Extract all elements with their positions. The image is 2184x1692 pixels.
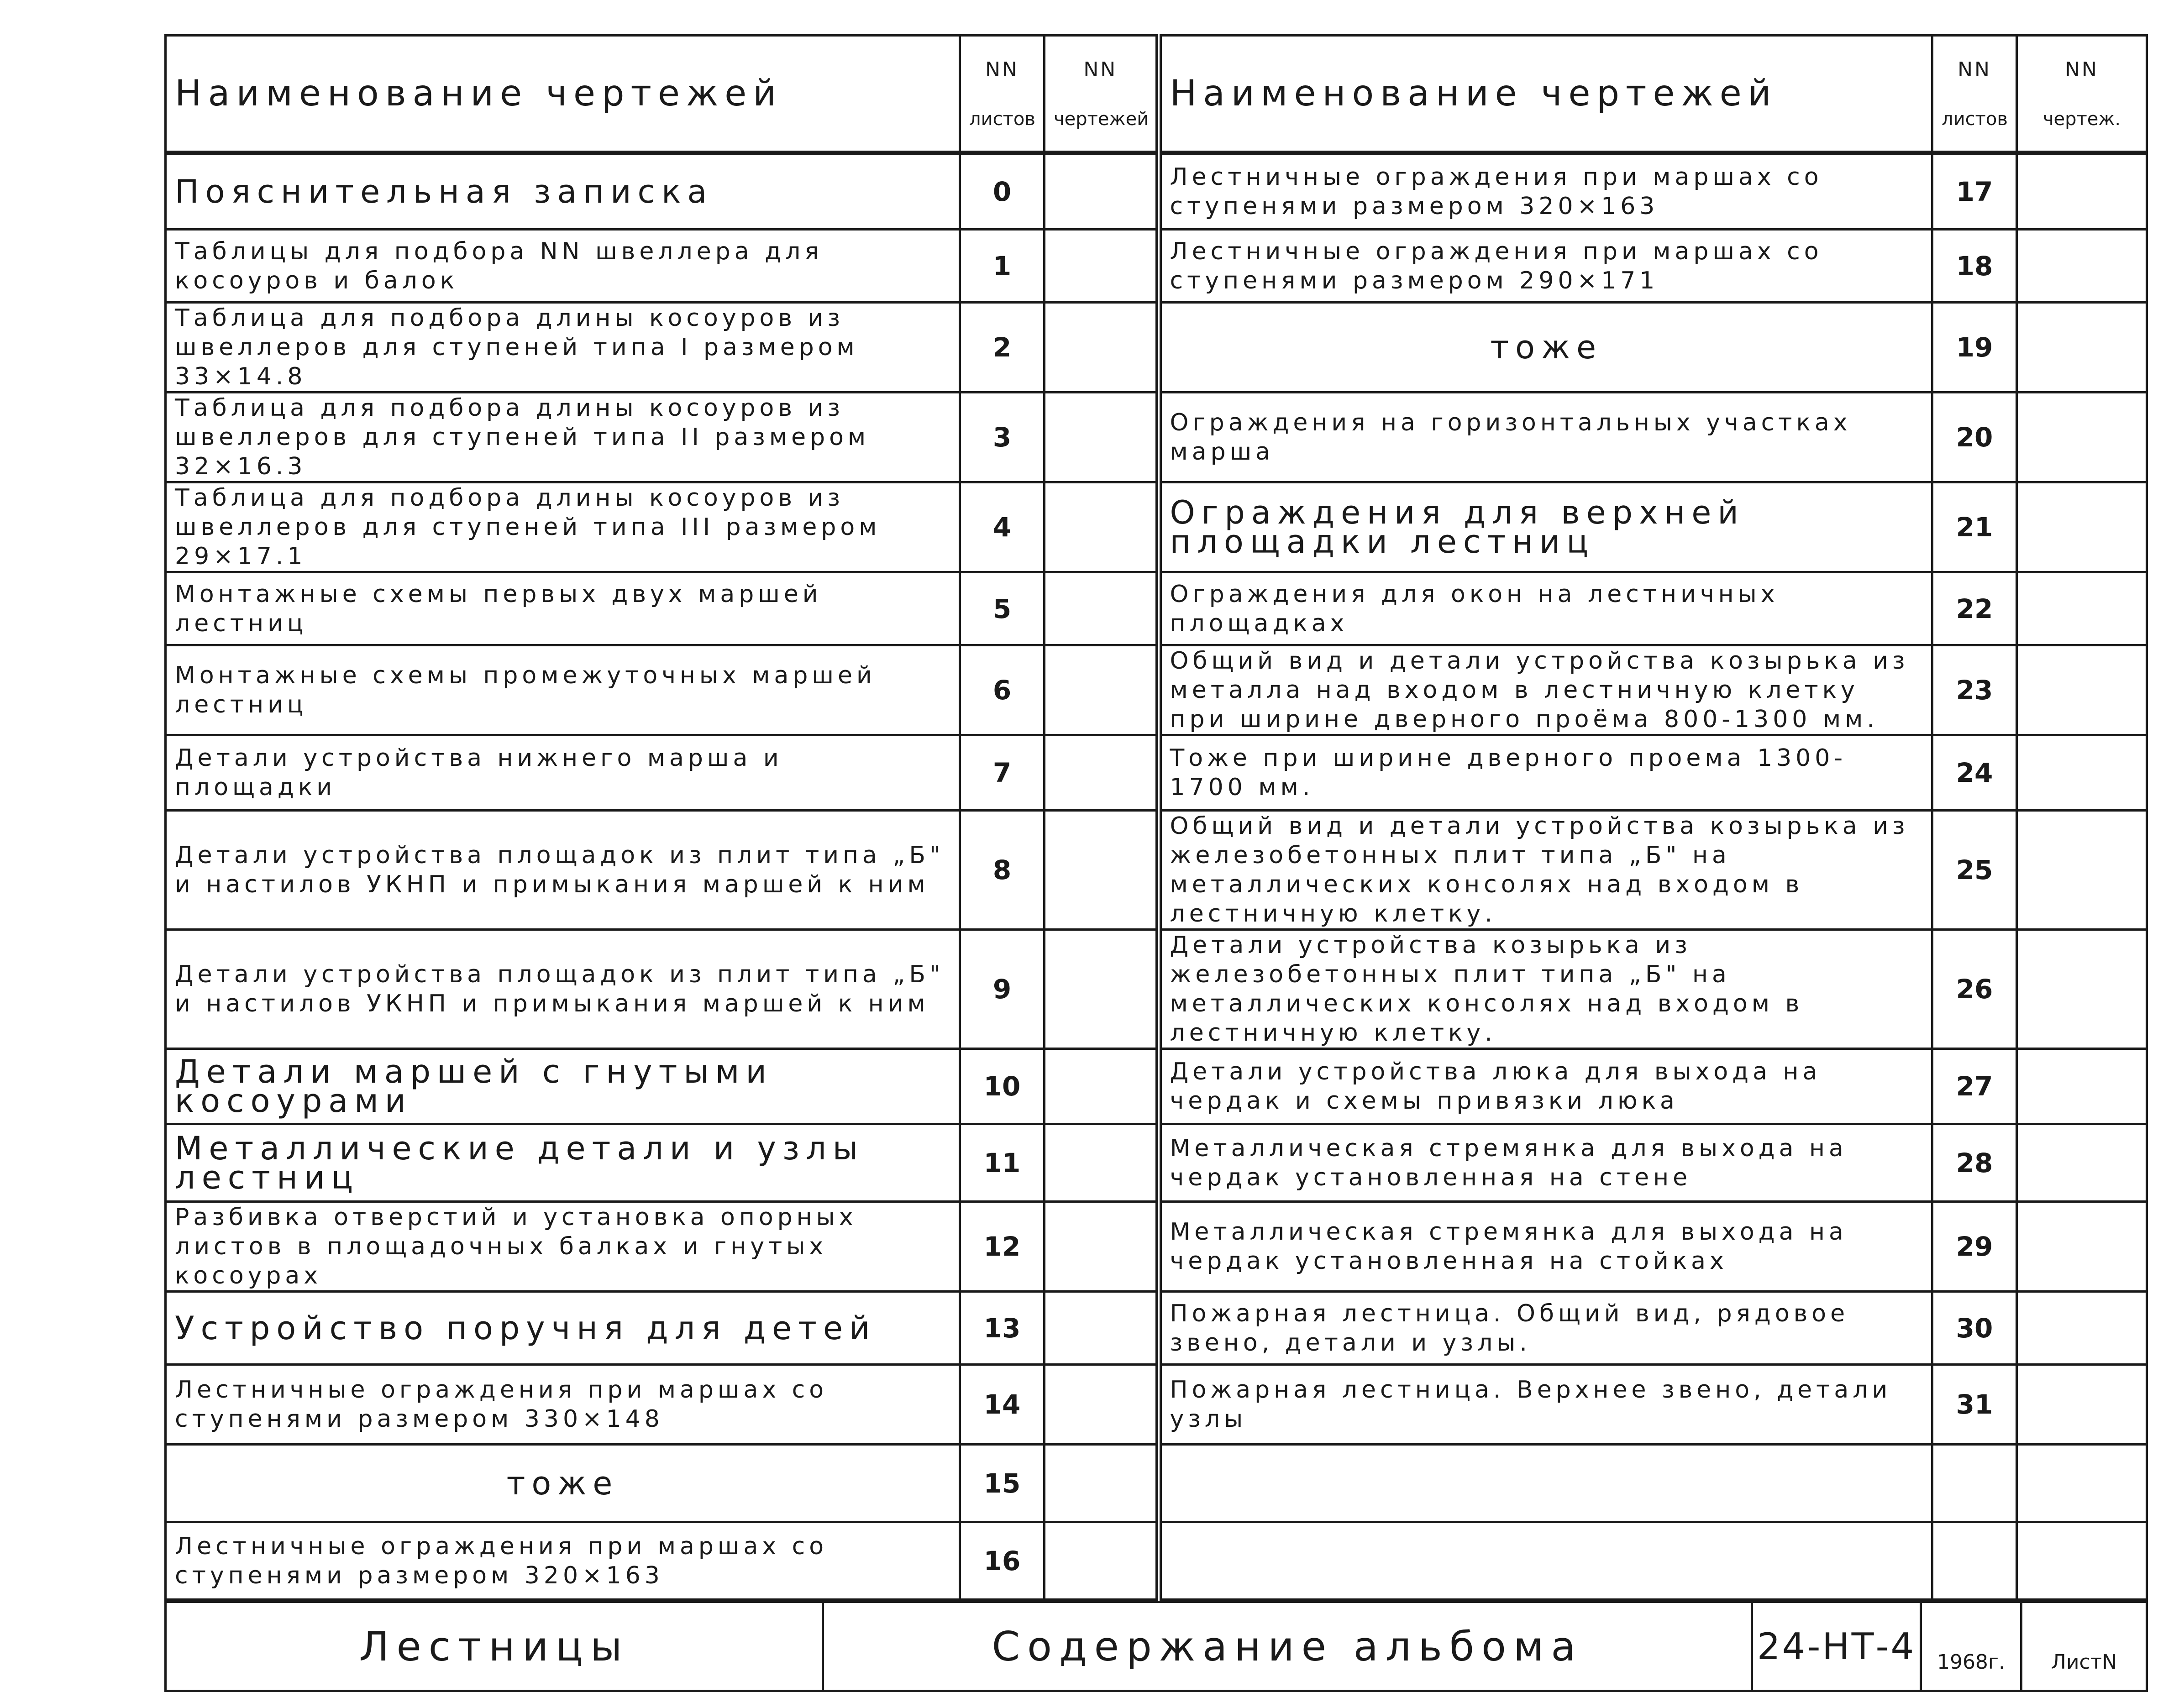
header-sheets-label: листов <box>969 108 1035 130</box>
header-name-left: Наименование чертежей <box>166 36 960 152</box>
table-row <box>166 154 2147 230</box>
table-row <box>166 1202 2147 1292</box>
sheet-number-right <box>1932 1522 2017 1600</box>
drawing-number-left <box>1045 154 1159 230</box>
contents-body <box>164 153 2148 1601</box>
drawing-number-left <box>1045 645 1159 735</box>
sheet-number-left: 10 <box>960 1049 1045 1124</box>
header-sheets-left <box>960 36 1045 152</box>
year-box: 1968г. <box>1921 1602 2021 1691</box>
sheet-number-left: 8 <box>960 811 1045 930</box>
drawing-name-left: Лестничные ограждения при маршах со ступенями размером 320×163 <box>166 1522 960 1600</box>
sheet-number-right: 24 <box>1932 735 2017 811</box>
drawing-name-right: Ограждения на горизонтальных участках марша <box>1159 393 1932 482</box>
drawing-number-left <box>1045 1049 1159 1124</box>
drawing-name-right <box>1159 1522 1932 1600</box>
drawing-number-right <box>2017 572 2147 645</box>
sheet-number-right: 28 <box>1932 1124 2017 1202</box>
table-row <box>166 303 2147 393</box>
drawing-name-right <box>1159 1445 1932 1522</box>
drawing-number-right <box>2017 930 2147 1049</box>
drawing-name-left: Таблица для подбора длины косоуров из швеллеров для ступеней типа I размером 33×14.8 <box>166 303 960 393</box>
table-row <box>166 1445 2147 1522</box>
title-block <box>164 1601 2148 1692</box>
table-row <box>166 230 2147 303</box>
sheet-number-left: 4 <box>960 482 1045 572</box>
drawing-name-right: Тоже при ширине дверного проема 1300-1700 мм. <box>1159 735 1932 811</box>
drawing-name-left: Монтажные схемы первых двух маршей лестниц <box>166 572 960 645</box>
table-row <box>166 645 2147 735</box>
table-row <box>166 1522 2147 1600</box>
drawing-name-left: Разбивка отверстий и установка опорных листов в площадочных балках и гнутых косоурах <box>166 1202 960 1292</box>
drawing-name-right: Металлическая стремянка для выхода на чердак установленная на стене <box>1159 1124 1932 1202</box>
header-sheets-right <box>1932 36 2017 152</box>
drawing-number-right <box>2017 154 2147 230</box>
header-nn-label: NN <box>1958 58 1991 81</box>
drawing-number-left <box>1045 393 1159 482</box>
sheet-number-left: 9 <box>960 930 1045 1049</box>
album-title: Содержание альбома <box>823 1602 1752 1691</box>
sheet-number-right: 20 <box>1932 393 2017 482</box>
drawing-number-left <box>1045 1124 1159 1202</box>
drawing-name-left: Лестничные ограждения при маршах со ступенями размером 330×148 <box>166 1365 960 1445</box>
header-drawings-label: чертеж. <box>2042 108 2121 130</box>
table-row <box>166 735 2147 811</box>
drawing-number-left <box>1045 230 1159 303</box>
sheet-number-right: 19 <box>1932 303 2017 393</box>
table-row <box>166 482 2147 572</box>
sheet-number-right: 27 <box>1932 1049 2017 1124</box>
sheet-number-right: 22 <box>1932 572 2017 645</box>
drawing-name-right: Детали устройства люка для выхода на чердак и схемы привязки люка <box>1159 1049 1932 1124</box>
sheet-number-right: 25 <box>1932 811 2017 930</box>
table-row <box>166 393 2147 482</box>
drawing-number-right <box>2017 1365 2147 1445</box>
sheet-number-left: 12 <box>960 1202 1045 1292</box>
sheet-number-right: 31 <box>1932 1365 2017 1445</box>
drawing-name-right: Лестничные ограждения при маршах со ступенями размером 320×163 <box>1159 154 1932 230</box>
header-drawings-label: чертежей <box>1054 108 1149 130</box>
table-row <box>166 1365 2147 1445</box>
sheet-number-right: 23 <box>1932 645 2017 735</box>
drawing-number-right <box>2017 1124 2147 1202</box>
drawing-name-left: Устройство поручня для детей <box>166 1292 960 1365</box>
drawing-number-left <box>1045 482 1159 572</box>
sheet-number-left: 5 <box>960 572 1045 645</box>
sheet-number-left: 6 <box>960 645 1045 735</box>
drawing-number-right <box>2017 645 2147 735</box>
sheet-number-box: ЛистN <box>2021 1602 2147 1691</box>
sheet-number-right: 21 <box>1932 482 2017 572</box>
drawing-name-right: Общий вид и детали устройства козырька из железобетонных плит типа „Б" на металлических консолях над входом в лестничную клетку. <box>1159 811 1932 930</box>
sheet-number-left: 15 <box>960 1445 1045 1522</box>
table-row <box>166 1049 2147 1124</box>
drawing-name-left: тоже <box>166 1445 960 1522</box>
drawing-number-right <box>2017 230 2147 303</box>
drawing-sheet <box>164 34 2146 1674</box>
drawing-number-right <box>2017 1049 2147 1124</box>
drawing-number-right <box>2017 1202 2147 1292</box>
drawing-name-right: Общий вид и детали устройства козырька из металла над входом в лестничную клетку при ширине дверного проёма 800-1300 мм. <box>1159 645 1932 735</box>
drawing-number-right <box>2017 303 2147 393</box>
drawing-name-right: Пожарная лестница. Общий вид, рядовое звено, детали и узлы. <box>1159 1292 1932 1365</box>
header-nn-label: NN <box>2065 58 2099 81</box>
table-row <box>166 930 2147 1049</box>
drawing-number-left <box>1045 1365 1159 1445</box>
section-title: Лестницы <box>166 1602 823 1691</box>
drawing-name-right: тоже <box>1159 303 1932 393</box>
drawing-number-left <box>1045 1445 1159 1522</box>
drawing-number-right <box>2017 1445 2147 1522</box>
drawing-name-left: Детали маршей с гнутыми косоурами <box>166 1049 960 1124</box>
header-name-right: Наименование чертежей <box>1159 36 1932 152</box>
sheet-number-left: 11 <box>960 1124 1045 1202</box>
sheet-number-right: 29 <box>1932 1202 2017 1292</box>
sheet-number-left: 14 <box>960 1365 1045 1445</box>
sheet-number-right: 26 <box>1932 930 2017 1049</box>
drawing-name-left: Таблицы для подбора NN швеллера для косоуров и балок <box>166 230 960 303</box>
drawing-name-left: Монтажные схемы промежуточных маршей лестниц <box>166 645 960 735</box>
table-row <box>166 811 2147 930</box>
drawing-number-right <box>2017 811 2147 930</box>
drawing-name-right: Пожарная лестница. Верхнее звено, детали узлы <box>1159 1365 1932 1445</box>
drawing-name-right: Ограждения для окон на лестничных площадках <box>1159 572 1932 645</box>
contents-table <box>164 34 2148 153</box>
document-code: 24-НТ-4 <box>1752 1602 1921 1691</box>
drawing-number-left <box>1045 811 1159 930</box>
header-row <box>166 36 2147 152</box>
drawing-name-left: Таблица для подбора длины косоуров из швеллеров для ступеней типа III размером 29×17.1 <box>166 482 960 572</box>
header-nn-label: NN <box>1083 58 1118 81</box>
sheet-number-left: 1 <box>960 230 1045 303</box>
drawing-number-left <box>1045 1522 1159 1600</box>
header-drawings-left <box>1045 36 1159 152</box>
drawing-name-left: Пояснительная записка <box>166 154 960 230</box>
drawing-number-left <box>1045 930 1159 1049</box>
drawing-number-left <box>1045 1292 1159 1365</box>
drawing-number-right <box>2017 1522 2147 1600</box>
header-nn-label: NN <box>985 58 1019 81</box>
sheet-number-left: 13 <box>960 1292 1045 1365</box>
drawing-name-right: Лестничные ограждения при маршах со ступенями размером 290×171 <box>1159 230 1932 303</box>
table-row <box>166 1292 2147 1365</box>
drawing-name-left: Детали устройства нижнего марша и площадки <box>166 735 960 811</box>
header-drawings-right <box>2017 36 2147 152</box>
sheet-number-right: 18 <box>1932 230 2017 303</box>
drawing-name-left: Металлические детали и узлы лестниц <box>166 1124 960 1202</box>
table-row <box>166 572 2147 645</box>
drawing-name-left: Таблица для подбора длины косоуров из швеллеров для ступеней типа II размером 32×16.3 <box>166 393 960 482</box>
drawing-number-right <box>2017 735 2147 811</box>
sheet-number-right <box>1932 1445 2017 1522</box>
drawing-number-left <box>1045 1202 1159 1292</box>
header-sheets-label: листов <box>1942 108 2008 130</box>
drawing-number-left <box>1045 303 1159 393</box>
drawing-number-left <box>1045 572 1159 645</box>
drawing-number-right <box>2017 1292 2147 1365</box>
sheet-number-left: 3 <box>960 393 1045 482</box>
drawing-number-left <box>1045 735 1159 811</box>
drawing-number-right <box>2017 482 2147 572</box>
drawing-name-left: Детали устройства площадок из плит типа „Б" и настилов УКНП и примыкания маршей к ним <box>166 811 960 930</box>
sheet-number-right: 17 <box>1932 154 2017 230</box>
sheet-number-right: 30 <box>1932 1292 2017 1365</box>
sheet-number-left: 2 <box>960 303 1045 393</box>
drawing-name-right: Детали устройства козырька из железобетонных плит типа „Б" на металлических консолях над входом в лестничную клетку. <box>1159 930 1932 1049</box>
drawing-name-right: Металлическая стремянка для выхода на чердак установленная на стойках <box>1159 1202 1932 1292</box>
sheet-number-left: 0 <box>960 154 1045 230</box>
sheet-number-left: 7 <box>960 735 1045 811</box>
sheet-number-left: 16 <box>960 1522 1045 1600</box>
drawing-name-right: Ограждения для верхней площадки лестниц <box>1159 482 1932 572</box>
drawing-name-left: Детали устройства площадок из плит типа „Б" и настилов УКНП и примыкания маршей к ним <box>166 930 960 1049</box>
drawing-number-right <box>2017 393 2147 482</box>
table-row <box>166 1124 2147 1202</box>
